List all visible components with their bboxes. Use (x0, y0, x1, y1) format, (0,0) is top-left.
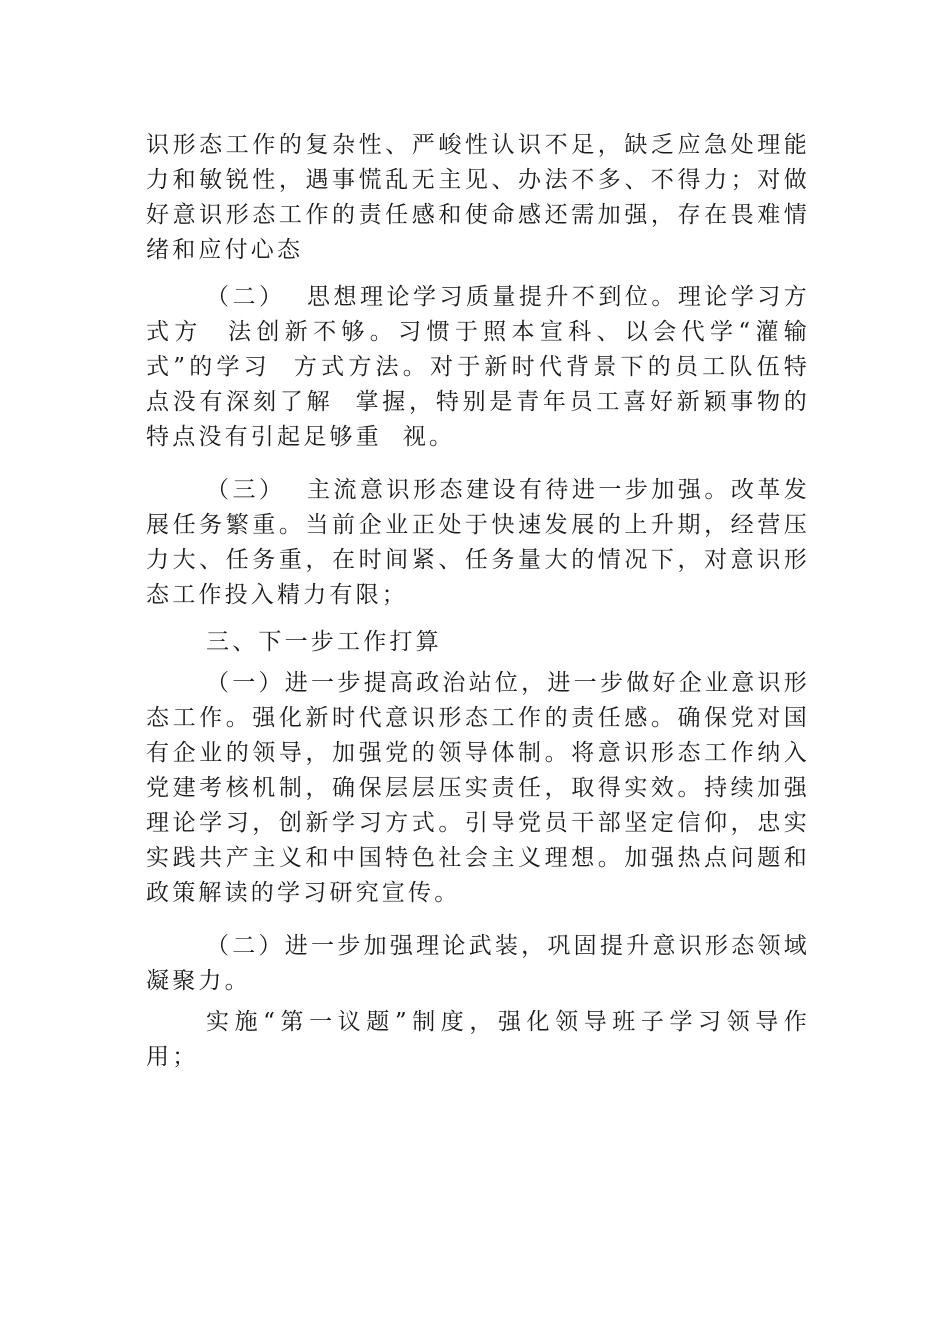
paragraph-section-2-2: （二） 思想理论学习质量提升不到位。理论学习方式方 法创新不够。习惯于照本宣科、以会代学“灌输式”的学习 方式方法。对于新时代背景下的员工队伍特点没有深刻了解 掌握，特别是青年员工喜好新颖事物的特点没有引起足够重 视。 (146, 284, 810, 450)
heading-section-3: 三、下一步工作打算 (206, 629, 442, 655)
paragraph-section-3-2: （二）进一步加强理论武装，巩固提升意识形态领域凝聚力。 (146, 933, 810, 994)
paragraph-continuation: 识形态工作的复杂性、严峻性认识不足，缺乏应急处理能力和敏锐性，遇事慌乱无主见、办法不多、不得力；对做好意识形态工作的责任感和使命感还需加强，存在畏难情绪和应付心态 (146, 132, 810, 263)
paragraph-section-2-3: （三） 主流意识形态建设有待进一步加强。改革发展任务繁重。当前企业正处于快速发展的上升期，经营压力大、任务重，在时间紧、任务量大的情况下，对意识形态工作投入精力有限； (146, 477, 810, 608)
paragraph-first-topic: 实施“第一议题”制度，强化领导班子学习领导作用； (146, 1009, 810, 1070)
paragraph-section-3-1: （一）进一步提高政治站位，进一步做好企业意识形态工作。强化新时代意识形态工作的责任感。确保党对国有企业的领导，加强党的领导体制。将意识形态工作纳入党建考核机制，确保层层压实责任，取得实效。持续加强理论学习，创新学习方式。引导党员干部坚定信仰，忠实实践共产主义和中国特色社会主义理想。加强热点问题和政策解读的学习研究宣传。 (146, 670, 810, 906)
document-body (146, 128, 810, 1075)
